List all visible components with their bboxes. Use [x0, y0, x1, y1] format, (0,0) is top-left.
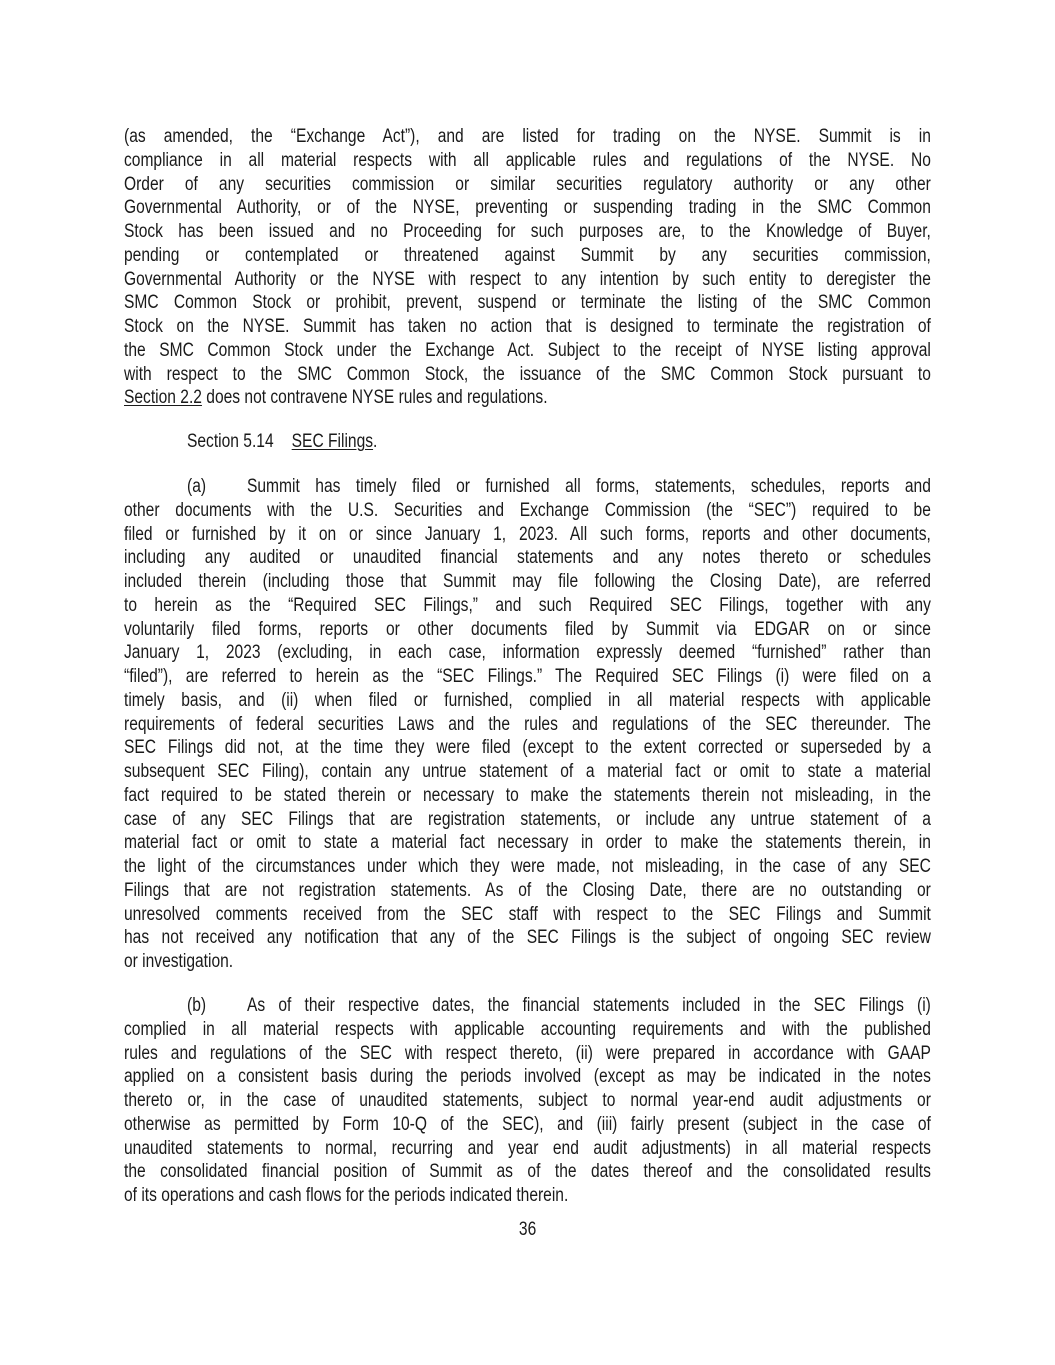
line-text: complied in all material respects with applicable accounting requirements and with the published: [124, 1018, 931, 1040]
text-line: [124, 268, 931, 292]
line-text: including any audited or unaudited financial statements and any notes thereto or schedules: [124, 547, 931, 569]
line-text: (as amended, the “Exchange Act”), and are listed for trading on the NYSE. Summit is in: [124, 126, 931, 147]
line-text: SEC Filings did not, at the time they were filed (except to the extent corrected or superseded by a: [124, 737, 931, 759]
text-line: [124, 784, 931, 808]
line-text: timely basis, and (ii) when filed or furnished, complied in all material respects with applicable: [124, 689, 931, 711]
line-text: voluntarily filed forms, reports or other documents filed by Summit via EDGAR on or since: [124, 618, 931, 640]
line-text: unaudited statements to normal, recurring and year end audit adjustments) in all material respects: [124, 1137, 931, 1159]
line-text: case of any SEC Filings that are registration statements, or include any untrue statement of a: [124, 808, 931, 830]
text-line: [124, 386, 931, 410]
line-text: Filings that are not registration statements. As of the Closing Date, there are no outstanding or: [124, 879, 931, 901]
line-text: Stock has been issued and no Proceeding for such purposes are, to the Knowledge of Buyer,: [124, 221, 931, 242]
text-line: [124, 808, 931, 832]
paragraph-a: [124, 475, 931, 974]
section-heading: [187, 430, 377, 454]
line-text: to herein as the “Required SEC Filings,” and such Required SEC Filings, together with any: [124, 594, 931, 616]
line-text: Order of any securities commission or similar securities regulatory authority or any other: [124, 173, 931, 195]
line-text: fact required to be stated therein or necessary to make the statements therein not misleading, in the: [124, 784, 931, 806]
line-text: subsequent SEC Filing), contain any untrue statement of a material fact or omit to state a material: [124, 761, 931, 782]
line-text: other documents with the U.S. Securities and Exchange Commission (the “SEC”) required to be: [124, 499, 931, 521]
line-text: pending or contemplated or threatened against Summit by any securities commission,: [124, 244, 931, 266]
line-text: January 1, 2023 (excluding, in each case, information expressly deemed “furnished” rather than: [124, 642, 931, 664]
text-line: [124, 149, 931, 173]
line-text: of its operations and cash flows for the periods indicated therein.: [124, 1185, 569, 1206]
paragraph-label: (b): [187, 995, 207, 1016]
text-line: [124, 831, 931, 855]
line-text: compliance in all material respects with all applicable rules and regulations of the NYSE. No: [124, 149, 931, 171]
text-line: [124, 665, 931, 689]
line-text: the light of the circumstances under which they were made, not misleading, in the case of any SEC: [124, 856, 931, 877]
text-line: [124, 523, 931, 547]
text-line: [124, 1113, 931, 1137]
paragraph-b: [124, 994, 931, 1208]
text-line: [124, 291, 931, 315]
text-line: [124, 618, 931, 642]
text-line: [124, 363, 931, 387]
section-title: SEC Filings: [291, 431, 374, 452]
line-text: material fact or omit to state a material fact necessary in order to make the statements therein, in: [124, 832, 931, 854]
line-text: “filed”), are referred to herein as the “SEC Filings.” The Required SEC Filings (i) were filed on a: [124, 666, 931, 687]
text-line: [124, 994, 931, 1018]
text-line: [124, 499, 931, 523]
text-line: [124, 641, 931, 665]
text-line: [124, 173, 931, 197]
page-number: [0, 1218, 1055, 1242]
text-line: [124, 1160, 931, 1184]
text-line: [124, 760, 931, 784]
text-line: [124, 689, 931, 713]
text-line: [124, 475, 931, 499]
section-reference-link: Section 2.2: [124, 387, 202, 409]
text-line: [124, 1137, 931, 1161]
line-text: included therein (including those that Summit may file following the Closing Date), are referred: [124, 571, 931, 592]
line-text: requirements of federal securities Laws and the rules and regulations of the SEC thereunder. The: [124, 713, 931, 735]
text-line: [124, 1065, 931, 1089]
text-line: [124, 736, 931, 760]
text-line: [124, 855, 931, 879]
paragraph-label: (a): [187, 476, 207, 497]
section-period: .: [373, 431, 378, 452]
text-line: [124, 1184, 931, 1208]
text-line: [124, 879, 931, 903]
line-text: or investigation.: [124, 951, 234, 972]
line-text: applied on a consistent basis during the periods involved (except as may be indicated in the notes: [124, 1066, 931, 1088]
section-number: Section 5.14: [187, 431, 274, 452]
text-line: [124, 1042, 931, 1066]
text-line: [124, 1089, 931, 1113]
line-text: the consolidated financial position of Summit as of the dates thereof and the consolidated results: [124, 1161, 931, 1183]
text-line: [124, 1018, 931, 1042]
line-text: Summit has timely filed or furnished all forms, statements, schedules, reports and: [247, 476, 931, 497]
line-text: Governmental Authority or the NYSE with respect to any intention by such entity to deregister the: [124, 268, 931, 290]
text-line: [124, 713, 931, 737]
text-line: [124, 220, 931, 244]
line-text: otherwise as permitted by Form 10-Q of the SEC), and (iii) fairly present (subject in the case of: [124, 1113, 931, 1135]
line-text: thereto or, in the case of unaudited statements, subject to normal year-end audit adjustments or: [124, 1090, 931, 1111]
text-line: [124, 196, 931, 220]
line-text: has not received any notification that any of the SEC Filings is the subject of ongoing SEC review: [124, 927, 931, 949]
line-text-rest: does not contravene NYSE rules and regulations.: [201, 387, 548, 409]
text-line: [124, 950, 931, 974]
line-text: rules and regulations of the SEC with respect thereto, (ii) were prepared in accordance with GAAP: [124, 1042, 931, 1064]
line-text: Governmental Authority, or of the NYSE, preventing or suspending trading in the SMC Common: [124, 197, 931, 219]
line-text: filed or furnished by it on or since January 1, 2023. All such forms, reports and other documents,: [124, 523, 931, 545]
line-text: SMC Common Stock or prohibit, prevent, suspend or terminate the listing of the SMC Common: [124, 292, 931, 314]
text-line: [124, 339, 931, 363]
text-line: [124, 903, 931, 927]
text-line: [124, 125, 931, 149]
page-number-text: 36: [518, 1219, 537, 1240]
paragraph-nyse-listing: [124, 125, 931, 410]
line-text: Stock on the NYSE. Summit has taken no action that is designed to terminate the registration of: [124, 316, 931, 337]
text-line: [124, 926, 931, 950]
line-text: unresolved comments received from the SEC staff with respect to the SEC Filings and Summit: [124, 903, 931, 925]
line-text: the SMC Common Stock under the Exchange Act. Subject to the receipt of NYSE listing approval: [124, 339, 931, 361]
text-line: [124, 570, 931, 594]
text-line: [124, 244, 931, 268]
line-text: with respect to the SMC Common Stock, the issuance of the SMC Common Stock pursuant to: [124, 363, 931, 385]
line-text: [124, 386, 931, 410]
text-line: [124, 315, 931, 339]
text-line: [124, 594, 931, 618]
text-line: [124, 546, 931, 570]
line-text: As of their respective dates, the financial statements included in the SEC Filings (i): [247, 995, 931, 1016]
